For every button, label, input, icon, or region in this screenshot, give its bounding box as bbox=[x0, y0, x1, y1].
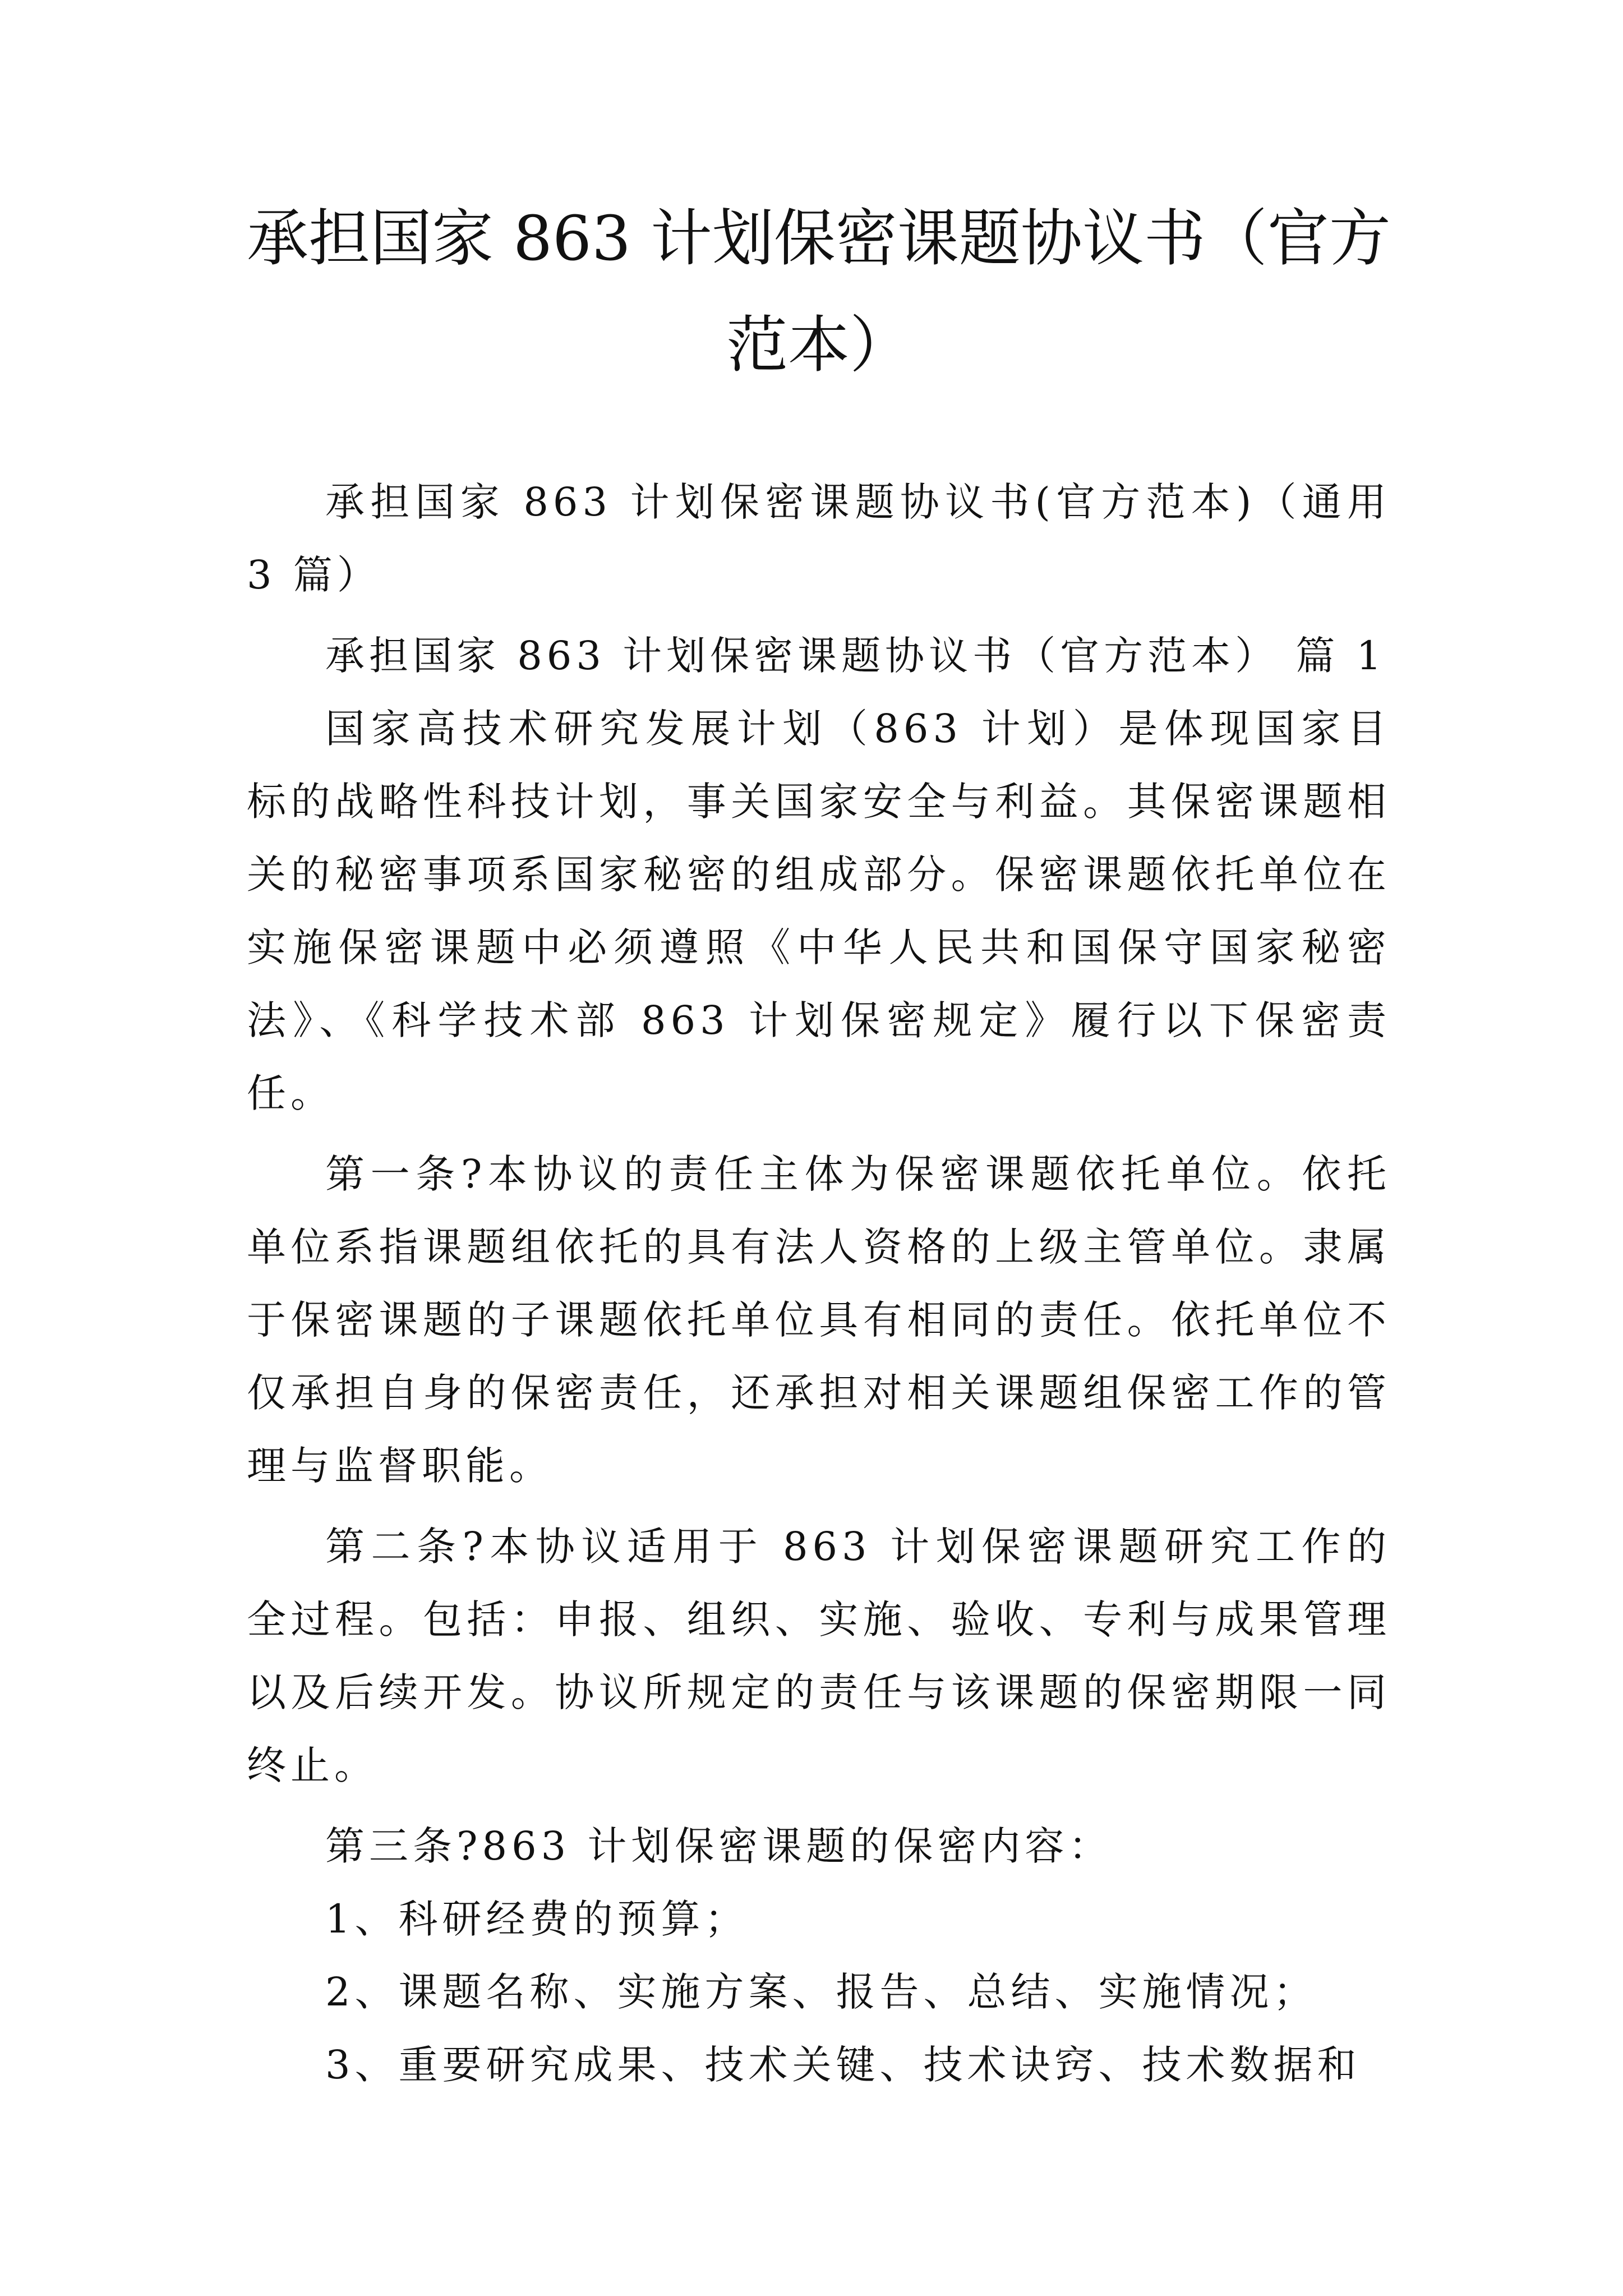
article-3-paragraph: 第三条?863 计划保密课题的保密内容： bbox=[325, 1823, 1113, 1869]
list-item: 2、课题名称、实施方案、报告、总结、实施情况； bbox=[325, 1969, 1317, 2015]
article-2-paragraph: 第二条?本协议适用于 863 计划保密课题研究工作的全过程。包括：申报、组织、实施、验收、专利与成果管理以及后续开发。协议所规定的责任与该课题的保密期限一同终止。 bbox=[247, 1524, 1391, 1788]
intro-paragraph: 国家高技术研究发展计划（863 计划）是体现国家目标的战略性科技计划，事关国家安全与利益。其保密课题相关的秘密事项系国家秘密的组成部分。保密课题依托单位在实施保密课题中必须遵照《中华人民共和国保守国家秘密法》、《科学技术部 863 计划保密规定》履行以下保密责任。 bbox=[247, 706, 1391, 1116]
article-1-paragraph: 第一条?本协议的责任主体为保密课题依托单位。依托单位系指课题组依托的具有法人资格的上级主管单位。隶属于保密课题的子课题依托单位具有相同的责任。依托单位不仅承担自身的保密责任，还承担对相关课题组保密工作的管理与监督职能。 bbox=[247, 1151, 1391, 1489]
list-item: 1、科研经费的预算； bbox=[325, 1896, 749, 1942]
document-title: 承担国家 863 计划保密课题协议书（官方范本） bbox=[247, 203, 1391, 381]
document-body bbox=[247, 466, 1391, 2101]
section-heading-paragraph: 承担国家 863 计划保密课题协议书（官方范本） 篇 1 bbox=[325, 633, 1386, 679]
document-subtitle-paragraph: 承担国家 863 计划保密课题协议书(官方范本)（通用 3 篇） bbox=[247, 479, 1391, 598]
list-item: 3、重要研究成果、技术关键、技术诀窍、技术数据和 bbox=[325, 2042, 1361, 2088]
